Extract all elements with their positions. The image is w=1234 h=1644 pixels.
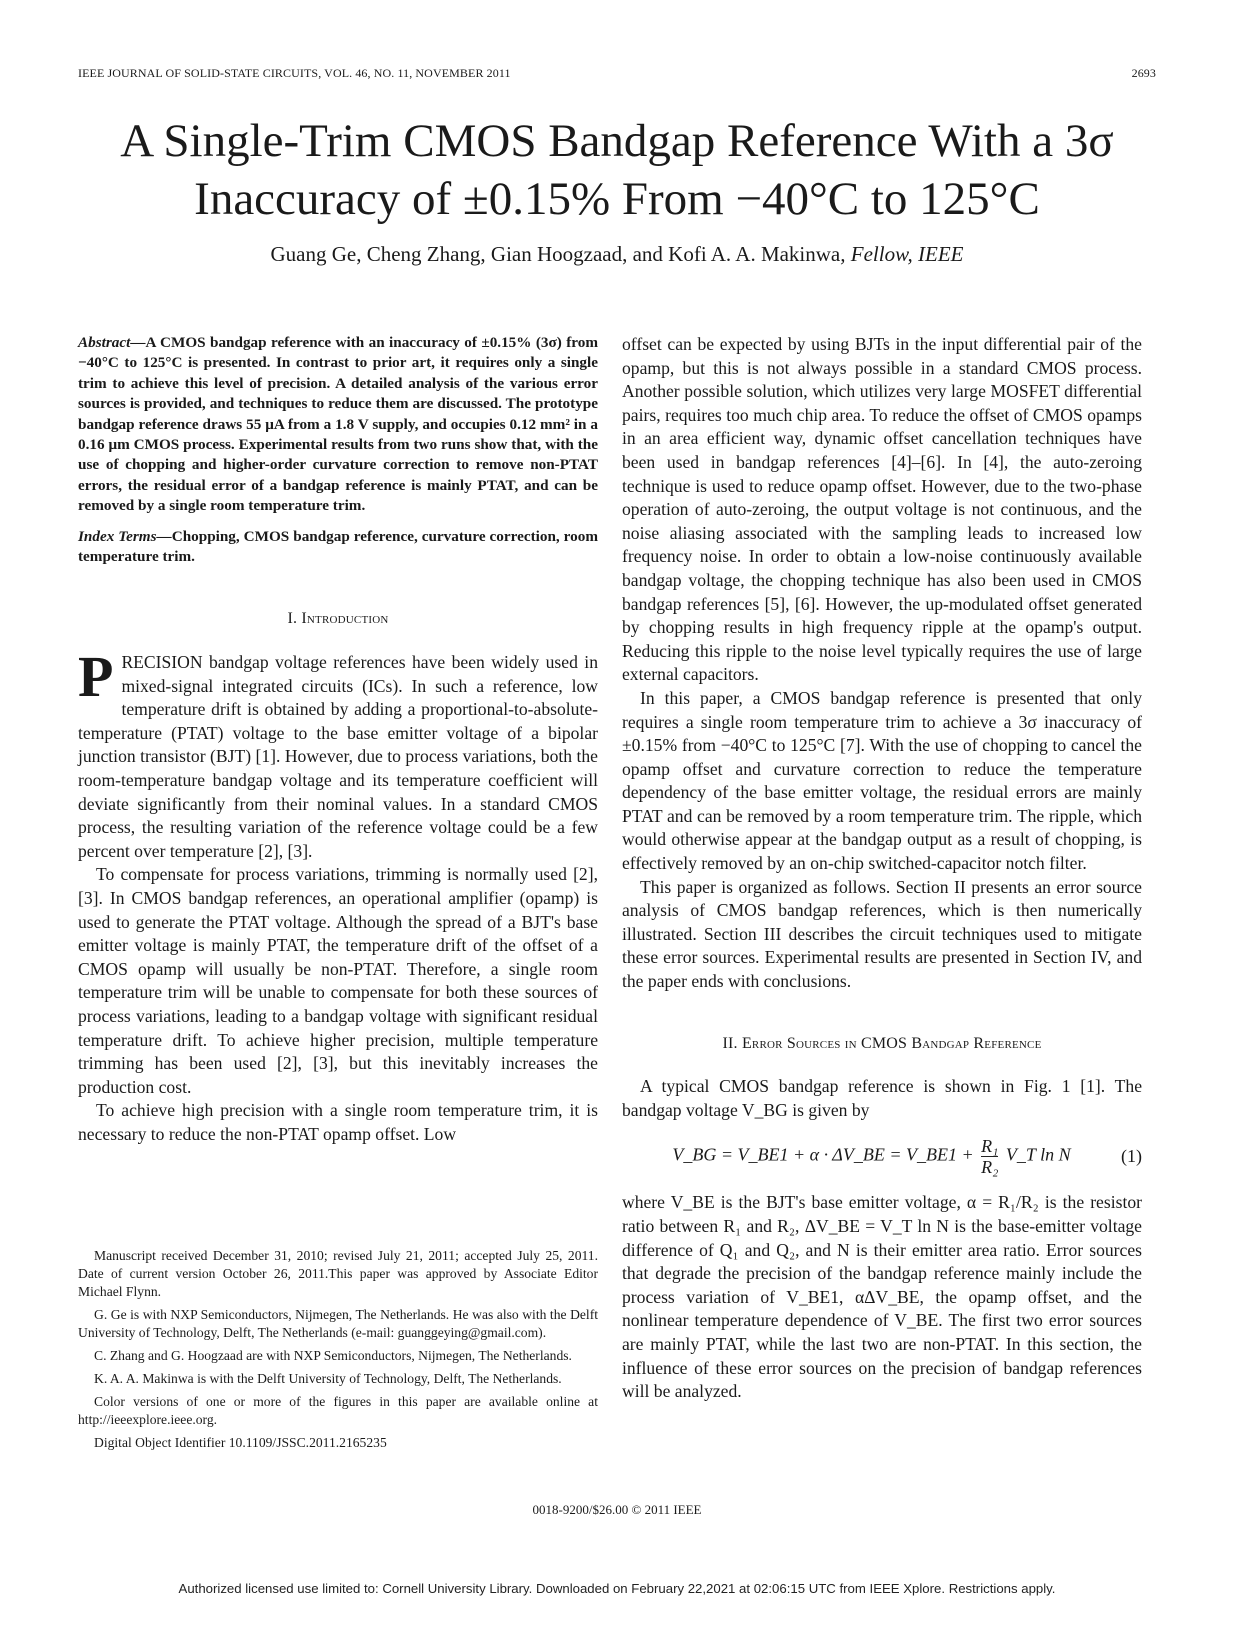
footnote-makinwa: K. A. A. Makinwa is with the Delft University of Technology, Delft, The Netherlands. [94, 1371, 562, 1386]
index-terms [78, 527, 598, 568]
license-notice: Authorized licensed use limited to: Cornell University Library. Downloaded on February 22,2021 at 02:06:15 UTC from IEEE Xplore. Restrictions apply. [178, 1581, 1056, 1596]
section-1-numeral: I. [287, 610, 298, 628]
abstract [78, 333, 598, 517]
intro-paragraph-5: In this paper, a CMOS bandgap reference is presented that only requires a single room temperature trim to achieve a 3σ inaccuracy of ±0.15% from −40°C to 125°C [7]. With the use of chopping to cancel the opamp offset and curvature correction to reduce the temperature dependency of the base emitter voltage, the residual errors are mainly PTAT and can be removed by a room temperature trim. The ripple, which would otherwise appear at the bandgap output as a result of chopping, is effectively removed by an on-chip switched-capacitor notch filter. [622, 687, 1142, 874]
authors-names: Guang Ge, Cheng Zhang, Gian Hoogzaad, and Kofi A. A. Makinwa [270, 242, 841, 266]
intro-paragraph-4: offset can be expected by using BJTs in the input differential pair of the opamp, but this is not always possible in a standard CMOS process. Another possible solution, which utilizes very large MOSFET differential pairs, requires too much chip area. To reduce the offset of CMOS opamps in an area efficient way, dynamic offset cancellation techniques have been used in bandgap references [4]–[6]. In [4], the auto-zeroing technique is used to reduce opamp offset. However, due to the two-phase operation of auto-zeroing, the output voltage is not continuous, and the noise aliasing associated with the sampling leads to increased low frequency noise. In order to obtain a low-noise continuously available bandgap voltage, the chopping technique has also been used in CMOS bandgap references [5], [6]. However, the up-modulated offset generated by chopping results in high frequency ripple at the opamp's output. Reducing this ripple to the noise level typically requires the use of large external capacitors. [622, 334, 1142, 685]
intro-paragraph-6: This paper is organized as follows. Section II presents an error source analysis of CMOS bandgap references, which is then numerically illustrated. Section III describes the circuit techniques used to mitigate these error sources. Experimental results are presented in Section IV, and the paper ends with conclusions. [622, 876, 1142, 992]
fraction-denominator: R₂ [981, 1157, 999, 1178]
fraction-numerator: R₁ [981, 1136, 999, 1157]
intro-paragraph-3: To achieve high precision with a single room temperature trim, it is necessary to reduce the non-PTAT opamp offset. Low [78, 1100, 598, 1144]
copyright-line: 0018-9200/$26.00 © 2011 IEEE [532, 1502, 702, 1517]
page-number: 2693 [1131, 66, 1156, 80]
right-column [622, 333, 1142, 1404]
author-list [40, 242, 1194, 267]
equation-number: (1) [1121, 1146, 1142, 1167]
intro-paragraph-1 [78, 644, 598, 863]
abstract-label: Abstract— [78, 334, 146, 351]
equation-body [622, 1136, 1121, 1177]
drop-cap: P [78, 644, 114, 710]
footnote-doi: Digital Object Identifier 10.1109/JSSC.2011.2165235 [94, 1435, 387, 1450]
abstract-text: A CMOS bandgap reference with an inaccuracy of ±0.15% (3σ) from −40°C to 125°C is presented. In contrast to prior art, it requires only a single trim to achieve this level of precision. A detailed analysis of the various error sources is provided, and techniques to reduce them are discussed. The prototype bandgap reference draws 55 μA from a 1.8 V supply, and occupies 0.12 mm² in a 0.16 μm CMOS process. Experimental results from two runs show that, with the use of chopping and higher-order curvature correction to remove non-PTAT errors, the residual error of a bandgap reference is mainly PTAT, and can be removed by a single room temperature trim. [78, 334, 598, 515]
equation-1 [622, 1136, 1142, 1177]
running-head [78, 66, 1156, 81]
intro-paragraph-2: To compensate for process variations, trimming is normally used [2], [3]. In CMOS bandgap references, an operational amplifier (opamp) is used to generate the PTAT voltage. Although the spread of a BJT's base emitter voltage is mainly PTAT, the temperature drift of the offset of a CMOS opamp will usually be non-PTAT. Therefore, a single room temperature trim will be unable to compensate for both these sources of process variations, leading to a bandgap voltage with significant residual temperature drift. To achieve higher precision, multiple temperature trimming has been used [2], [3], but this inevitably increases the production cost. [78, 864, 598, 1097]
equation-rhs: V_T ln N [1005, 1145, 1071, 1166]
title-line-1: A Single-Trim CMOS Bandgap Reference With a 3σ [120, 115, 1114, 167]
journal-name: IEEE JOURNAL OF SOLID-STATE CIRCUITS, VOL. 46, NO. 11, NOVEMBER 2011 [78, 66, 511, 80]
equation-lhs: V_BG = V_BE1 + α · ΔV_BE = V_BE1 + [672, 1145, 974, 1166]
footnotes [78, 1247, 598, 1457]
footnote-zhang-hoogzaad: C. Zhang and G. Hoogzaad are with NXP Semiconductors, Nijmegen, The Netherlands. [94, 1348, 572, 1363]
section-2-paragraph-2: where V_BE is the BJT's base emitter voltage, α = R₁/R₂ is the resistor ratio between R₁ and R₂, ΔV_BE = V_T ln N is the base-emitter voltage difference of Q₁ and Q₂, and N is their emitter area ratio. Error sources that degrade the precision of the bandgap reference mainly include the process variation of V_BE1, αΔV_BE, the opamp offset, and the nonlinear temperature dependence of V_BE. The first two error sources are mainly PTAT, while the last two are non-PTAT. In this section, the influence of these error sources on the precision of bandgap references will be analyzed. [622, 1192, 1142, 1402]
title-line-2: Inaccuracy of ±0.15% From −40°C to 125°C [194, 173, 1040, 225]
section-heading-2 [622, 1032, 1142, 1056]
footnote-manuscript: Manuscript received December 31, 2010; revised July 21, 2011; accepted July 25, 2011. Date of current version October 26, 2011.This paper was approved by Associate Editor Michael Flynn. [78, 1248, 598, 1299]
left-column [78, 333, 598, 1147]
author-suffix: , Fellow, IEEE [840, 242, 964, 266]
section-2-paragraph-1: A typical CMOS bandgap reference is shown in Fig. 1 [1]. The bandgap voltage V_BG is given by [622, 1076, 1142, 1120]
index-terms-label: Index Terms— [78, 527, 172, 545]
section-heading-1 [78, 607, 598, 631]
footnote-ge: G. Ge is with NXP Semiconductors, Nijmegen, The Netherlands. He was also with the Delft University of Technology, Delft, The Netherlands (e-mail: guanggeying@gmail.com). [78, 1307, 598, 1340]
section-1-title: Introduction [301, 610, 389, 628]
section-2-title: Error Sources in CMOS Bandgap Reference [741, 1034, 1042, 1052]
index-terms-text: Chopping, CMOS bandgap reference, curvature correction, room temperature trim. [78, 527, 598, 566]
equation-fraction [981, 1136, 998, 1177]
section-2-numeral: II. [722, 1034, 738, 1052]
paper-title [40, 112, 1194, 228]
intro-paragraph-1-text: RECISION bandgap voltage references have been widely used in mixed-signal integrated circuits (ICs). In such a reference, low temperature drift is obtained by adding a proportional-to-absolute-temperature (PTAT) voltage to the base emitter voltage of a bipolar junction transistor (BJT) [1]. However, due to process variations, both the room-temperature bandgap voltage and its temperature coefficient will deviate significantly from their nominal values. In a standard CMOS process, the resulting variation of the reference voltage could be a few percent over temperature [2], [3]. [78, 652, 598, 861]
footnote-color: Color versions of one or more of the figures in this paper are available online at http://ieeexplore.ieee.org. [78, 1394, 598, 1427]
